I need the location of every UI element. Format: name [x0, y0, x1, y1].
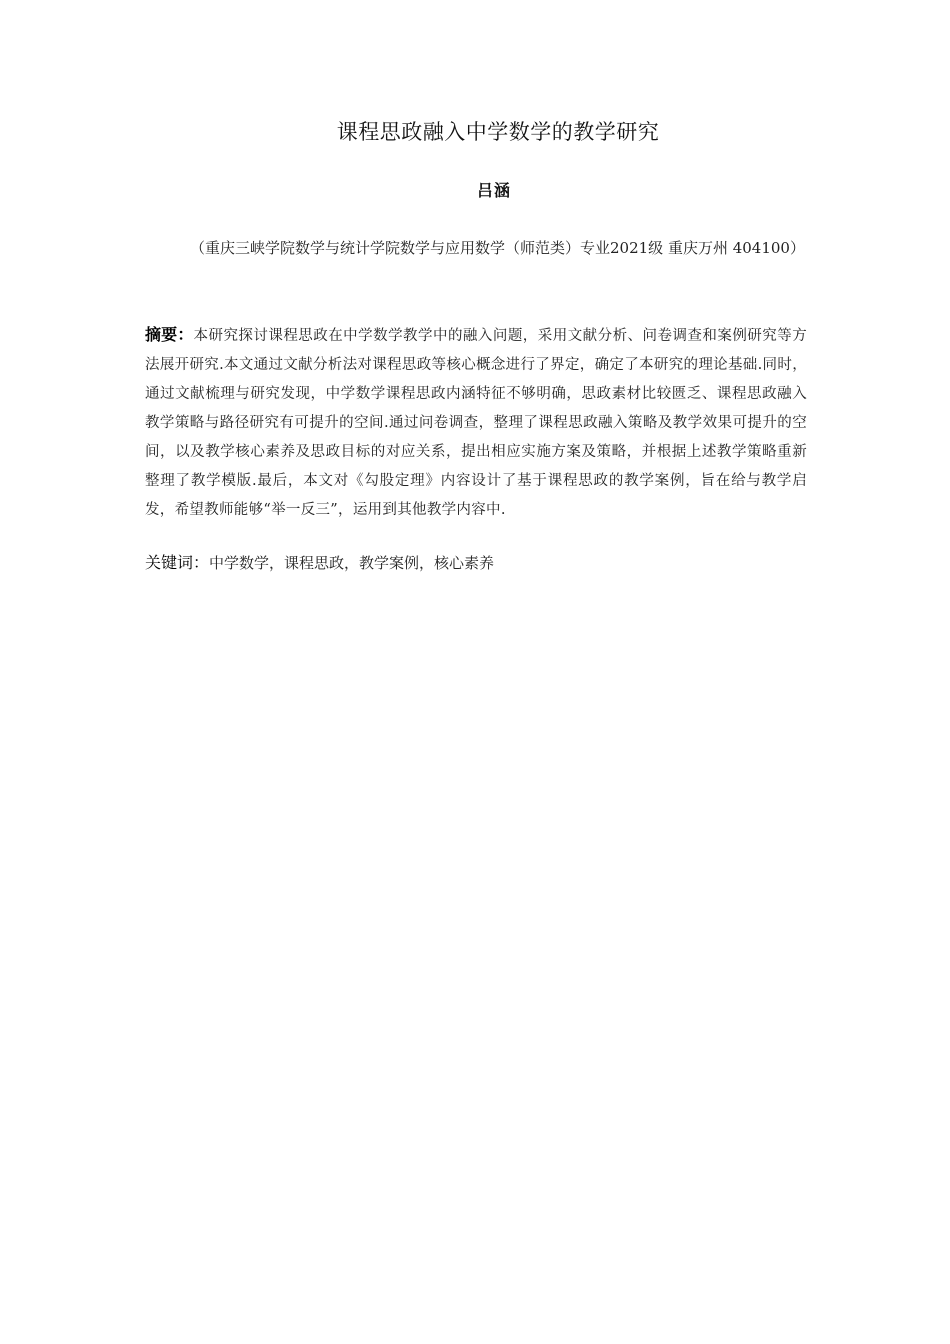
- abstract-label: 摘要：: [145, 325, 194, 344]
- abstract-paragraph: [145, 320, 807, 525]
- abstract-text: 本研究探讨课程思政在中学数学教学中的融入问题，采用文献分析、问卷调查和案例研究等方法展开研究.本文通过文献分析法对课程思政等核心概念进行了界定，确定了本研究的理论基础.同时，通过文献梳理与研究发现，中学数学课程思政内涵特征不够明确，思政素材比较匮乏、课程思政融入教学策略与路径研究有可提升的空间.通过问卷调查，整理了课程思政融入策略及教学效果可提升的空间，以及教学核心素养及思政目标的对应关系，提出相应实施方案及策略，并根据上述教学策略重新整理了教学模版.最后，本文对《勾股定理》内容设计了基于课程思政的教学案例，旨在给与教学启发，希望教师能够“举一反三”，运用到其他教学内容中.: [145, 328, 807, 518]
- keywords-text: 中学数学，课程思政，教学案例，核心素养: [209, 554, 495, 572]
- paper-title: 课程思政融入中学数学的教学研究: [336, 120, 660, 144]
- author-name: 吕涵: [476, 181, 511, 200]
- keywords-line: [145, 548, 807, 578]
- author-affiliation: （重庆三峡学院数学与统计学院数学与应用数学（师范类）专业2021级 重庆万州 404100）: [190, 239, 805, 257]
- keywords-label: 关键词：: [145, 553, 210, 572]
